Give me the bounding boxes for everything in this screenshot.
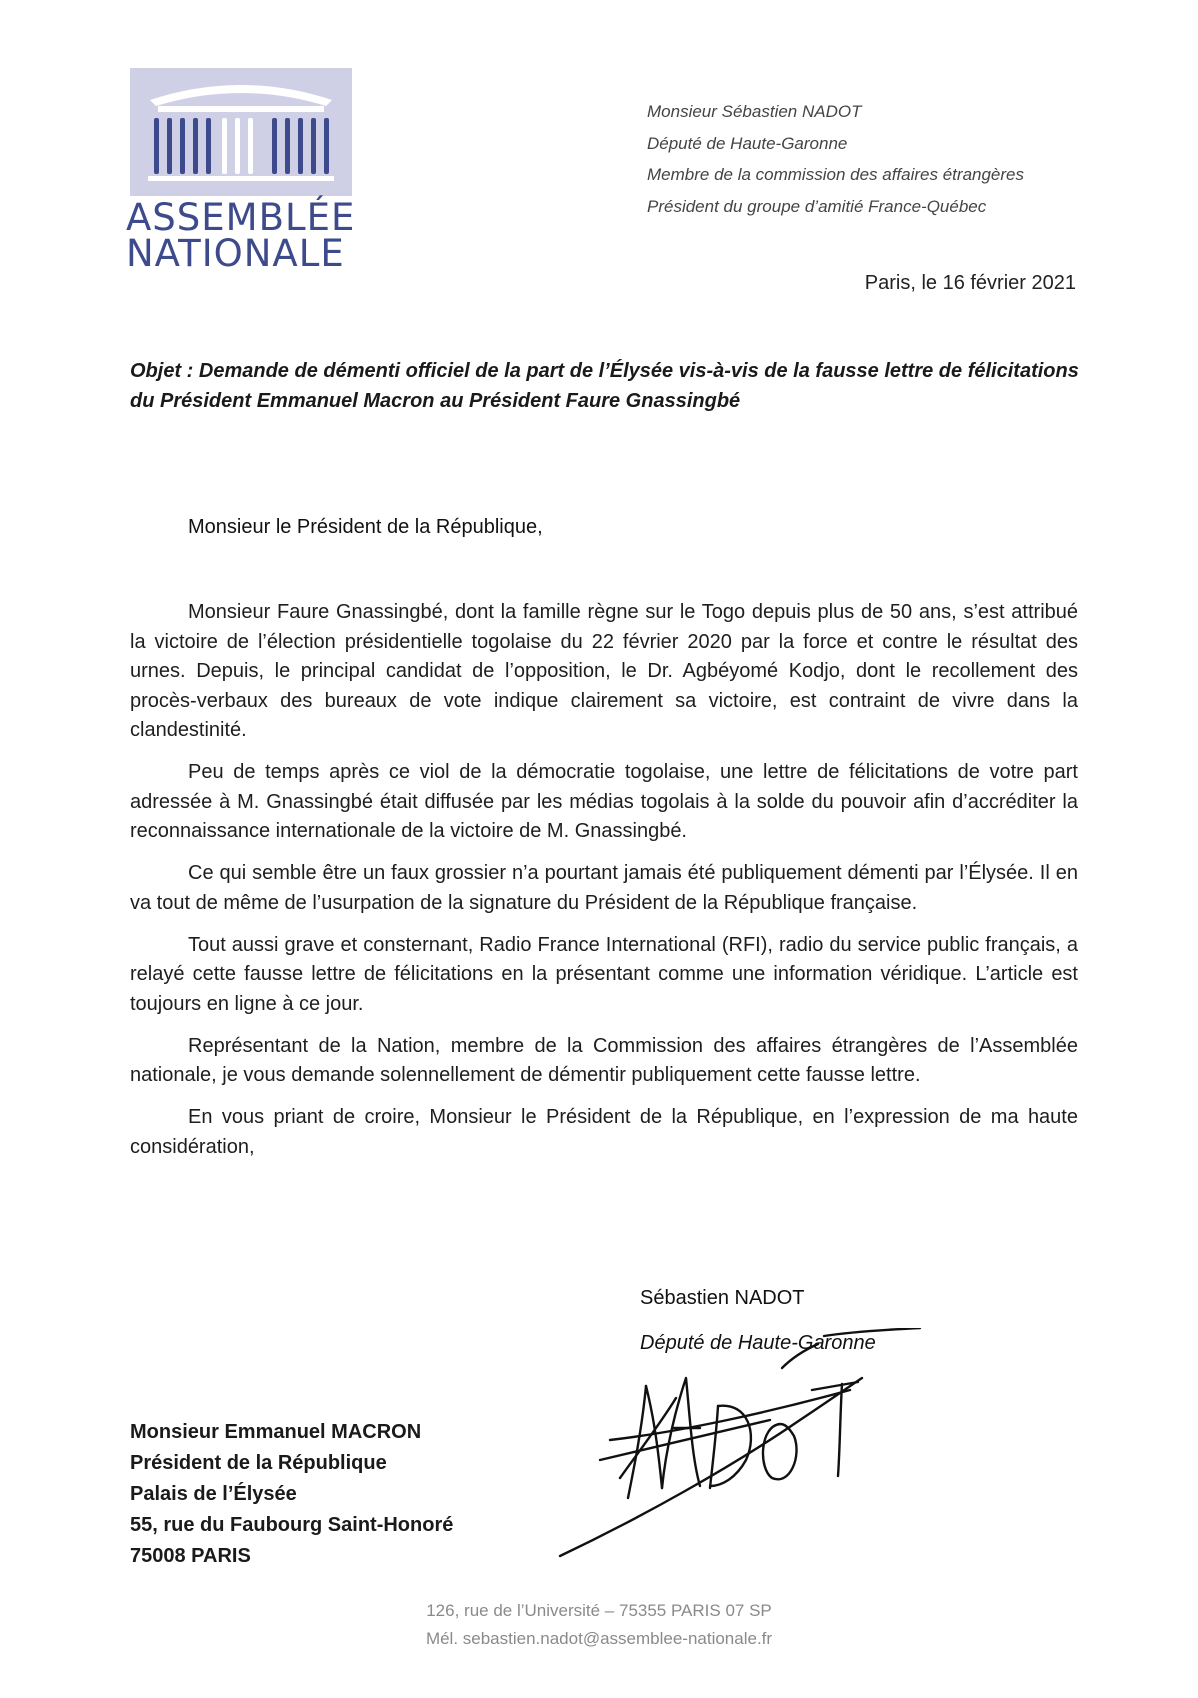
body-paragraph-1: Monsieur Faure Gnassingbé, dont la famille règne sur le Togo depuis plus de 50 ans, s’est attribué la victoire de l’élection présidentielle togolaise du 22 février 2020 par la force et contre le résultat des urnes. Depuis, le principal candidat de l’opposition, le Dr. Agbéyomé Kodjo, dont le recollement des procès-verbaux des bureaux de vote indique clairement sa victoire, est contraint de vivre dans la clandestinité. (130, 601, 1078, 741)
footer (0, 1597, 1198, 1653)
letter-subject: Objet : Demande de démenti officiel de la part de l’Élysée vis-à-vis de la fausse lettre de félicitations du Président Emmanuel Macron au Président Faure Gnassingbé (130, 360, 1079, 412)
footer-address: 126, rue de l’Université – 75355 PARIS 07 SP (426, 1601, 772, 1620)
sender-block (647, 96, 1024, 222)
logo-text-line1: ASSEMBLÉE (126, 196, 356, 239)
body-paragraph-6: En vous priant de croire, Monsieur le Président de la République, en l’expression de ma haute considération, (130, 1106, 1078, 1158)
letter-body (130, 598, 1078, 1175)
body-paragraph-5: Représentant de la Nation, membre de la Commission des affaires étrangères de l’Assemblée nationale, je vous demande solennellement de démentir publiquement cette fausse lettre. (130, 1034, 1078, 1086)
recipient-title: Président de la République (130, 1452, 387, 1474)
recipient-palace: Palais de l’Élysée (130, 1483, 297, 1505)
recipient-name: Monsieur Emmanuel MACRON (130, 1421, 422, 1443)
footer-email: Mél. sebastien.nadot@assemblee-nationale.fr (425, 1629, 773, 1648)
signatory-name: Sébastien NADOT (640, 1287, 805, 1309)
logo-background (130, 68, 352, 196)
assemblee-nationale-logo (126, 68, 358, 275)
body-paragraph-4: Tout aussi grave et consternant, Radio France International (RFI), radio du service public français, a relayé cette fausse lettre de félicitations en la présentant comme une information véridique. L’article est toujours en ligne à ce jour. (130, 933, 1078, 1015)
logo-text-line2: NATIONALE (126, 232, 345, 275)
recipient-city: 75008 PARIS (130, 1545, 251, 1567)
salutation: Monsieur le Président de la République, (188, 516, 543, 538)
sender-name: Monsieur Sébastien NADOT (647, 102, 862, 121)
handwritten-signature (550, 1328, 930, 1560)
sender-role: Député de Haute-Garonne (647, 133, 848, 153)
sender-group: Président du groupe d’amitié France-Québec (647, 196, 987, 216)
recipient-street: 55, rue du Faubourg Saint-Honoré (130, 1514, 454, 1536)
recipient-address (130, 1417, 453, 1572)
body-paragraph-2: Peu de temps après ce viol de la démocratie togolaise, une lettre de félicitations de votre part adressée à M. Gnassingbé était diffusée par les médias togolais à la solde du pouvoir afin d’accréditer la reconnaissance internationale de la victoire de M. Gnassingbé. (130, 761, 1078, 842)
letter-date: Paris, le 16 février 2021 (864, 272, 1076, 294)
sender-commission: Membre de la commission des affaires étrangères (647, 165, 1024, 184)
body-paragraph-3: Ce qui semble être un faux grossier n’a pourtant jamais été publiquement démenti par l’Élysée. Il en va tout de même de l’usurpation de la signature du Président de la République française. (130, 862, 1078, 914)
signatory-role: Député de Haute-Garonne (640, 1332, 876, 1354)
parliament-building-icon (130, 68, 352, 196)
